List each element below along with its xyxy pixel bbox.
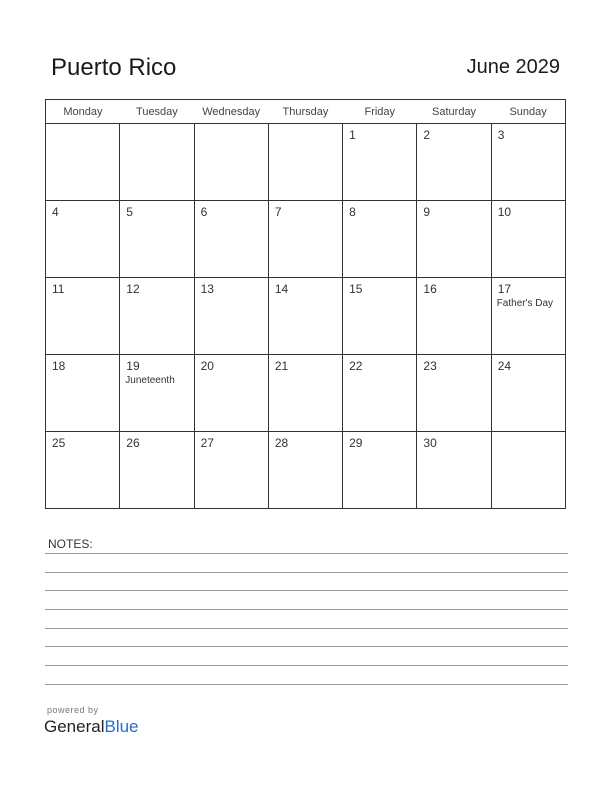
day-number: 9	[423, 205, 431, 219]
day-cell	[120, 124, 194, 201]
day-number: 23	[423, 359, 437, 373]
day-number	[492, 432, 565, 436]
day-number: 27	[200, 436, 214, 450]
day-number: 17	[497, 282, 512, 296]
day-cell	[343, 355, 417, 432]
day-number: 18	[52, 359, 66, 373]
day-cell	[417, 432, 491, 509]
day-cell	[343, 201, 417, 278]
day-cell	[491, 124, 565, 201]
week-row	[46, 355, 566, 432]
day-number	[120, 124, 193, 128]
day-cell	[417, 124, 491, 201]
day-number: 29	[349, 436, 363, 450]
day-cell	[194, 124, 268, 201]
day-cell	[268, 432, 342, 509]
day-number: 20	[200, 359, 214, 373]
day-number: 11	[52, 282, 65, 296]
day-number: 22	[349, 359, 363, 373]
day-cell	[417, 355, 491, 432]
day-cell	[194, 278, 268, 355]
day-cell	[491, 355, 565, 432]
day-number: 16	[423, 282, 437, 296]
day-cell	[268, 124, 342, 201]
weekday-header: Sunday	[491, 100, 565, 124]
day-cell	[120, 432, 194, 509]
day-cell	[194, 432, 268, 509]
holiday-label: Juneteenth	[125, 375, 175, 386]
calendar-body	[46, 124, 566, 509]
day-number	[269, 124, 342, 128]
weekday-header: Tuesday	[120, 100, 194, 124]
generalblue-logo	[44, 717, 139, 737]
note-line	[45, 665, 568, 666]
country-title: Puerto Rico	[51, 54, 177, 81]
day-cell	[268, 278, 342, 355]
day-number: 30	[423, 436, 437, 450]
note-line	[45, 609, 568, 610]
day-number: 14	[274, 282, 289, 296]
day-cell	[120, 355, 194, 432]
day-cell	[46, 201, 120, 278]
note-line	[45, 628, 568, 629]
week-row	[46, 124, 566, 201]
weekday-header: Wednesday	[194, 100, 268, 124]
day-cell	[491, 278, 565, 355]
day-number: 26	[126, 436, 140, 450]
brand-general: General	[44, 717, 105, 736]
month-title: June 2029	[466, 56, 560, 78]
holiday-label: Father's Day	[496, 298, 554, 309]
day-cell	[417, 278, 491, 355]
day-cell	[343, 124, 417, 201]
day-number: 15	[349, 282, 363, 296]
day-cell	[120, 278, 194, 355]
day-number	[195, 124, 268, 128]
day-number: 28	[274, 436, 289, 450]
note-line	[45, 572, 568, 573]
day-number: 4	[52, 205, 59, 219]
week-row	[46, 432, 566, 509]
note-line	[45, 590, 568, 591]
day-cell	[343, 432, 417, 509]
weekday-header: Friday	[343, 100, 417, 124]
day-cell	[46, 124, 120, 201]
day-cell	[491, 432, 565, 509]
day-cell	[417, 201, 491, 278]
day-number: 7	[274, 205, 282, 219]
day-cell	[343, 278, 417, 355]
weekday-header: Thursday	[268, 100, 342, 124]
day-cell	[268, 201, 342, 278]
day-number: 21	[274, 359, 289, 373]
day-number: 10	[497, 205, 512, 219]
day-cell	[46, 355, 120, 432]
day-number	[46, 124, 119, 128]
day-number: 3	[497, 128, 505, 142]
day-number: 6	[200, 205, 208, 219]
day-number: 5	[126, 205, 133, 219]
day-number: 25	[52, 436, 66, 450]
week-row	[46, 201, 566, 278]
day-cell	[194, 355, 268, 432]
day-cell	[491, 201, 565, 278]
note-line	[45, 646, 568, 647]
calendar-grid	[45, 99, 566, 509]
weekday-header-row	[46, 100, 566, 124]
day-cell	[46, 278, 120, 355]
day-cell	[46, 432, 120, 509]
day-number: 13	[200, 282, 214, 296]
day-number: 1	[349, 128, 356, 142]
day-cell	[268, 355, 342, 432]
powered-by-text: powered by	[47, 705, 99, 715]
brand-blue: Blue	[104, 717, 139, 736]
day-number: 8	[349, 205, 356, 219]
day-number: 24	[497, 359, 512, 373]
day-cell	[120, 201, 194, 278]
weekday-header: Saturday	[417, 100, 491, 124]
week-row	[46, 278, 566, 355]
note-line	[45, 553, 568, 554]
notes-label: NOTES:	[48, 537, 93, 551]
day-cell	[194, 201, 268, 278]
day-number: 12	[126, 282, 140, 296]
day-number: 2	[423, 128, 431, 142]
note-line	[45, 684, 568, 685]
weekday-header: Monday	[46, 100, 120, 124]
day-number: 19	[126, 359, 140, 373]
